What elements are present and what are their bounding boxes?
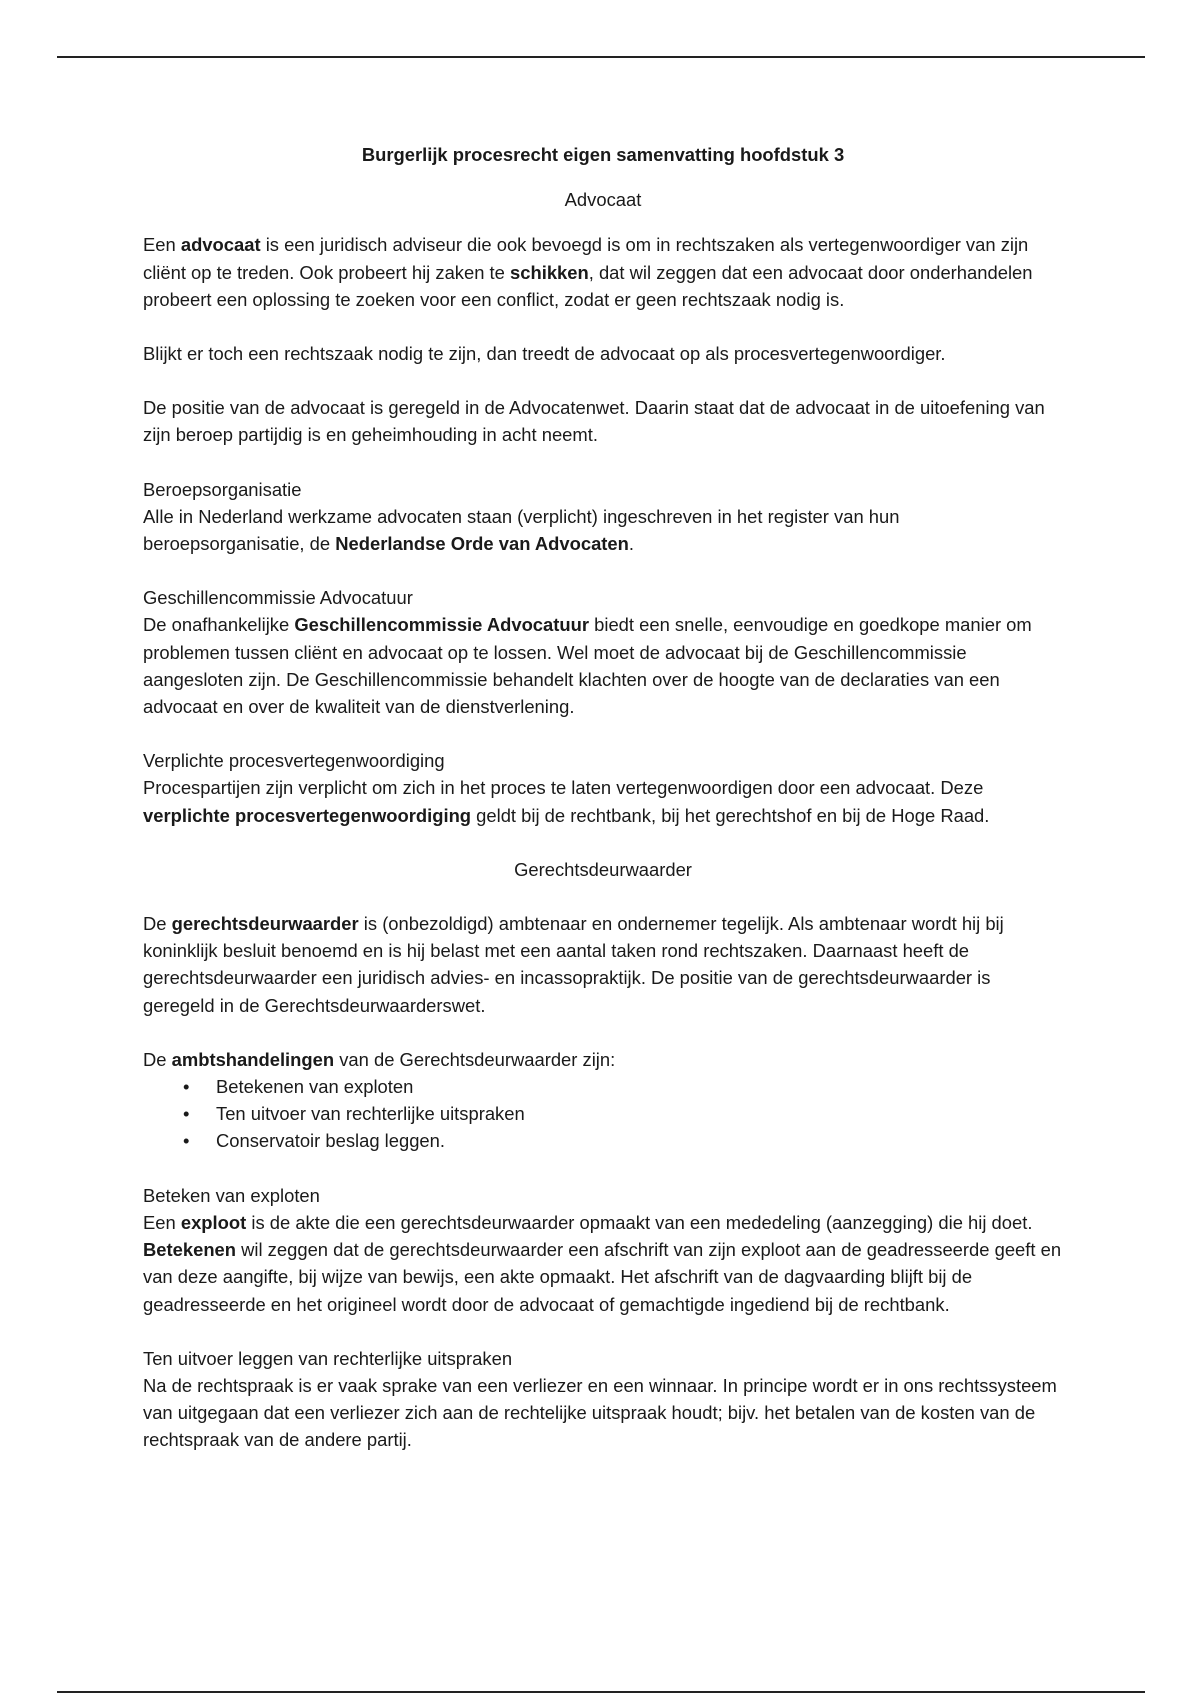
list-item: • Ten uitvoer van rechterlijke uitspraken: [143, 1100, 1063, 1127]
term-nova: Nederlandse Orde van Advocaten: [335, 533, 629, 555]
term-betekenen: Betekenen: [143, 1239, 237, 1261]
paragraph-verplichte-procesvertegenwoordiging: Procespartijen zijn verplicht om zich in het proces te laten vertegenwoordigen door een advocaat. Deze verplichte procesvertegenwoordiging geldt bij de rechtbank, bij het gerechtshof en bij de Hoge Raad.: [143, 777, 990, 826]
section-heading-gerechtsdeurwaarder: Gerechtsdeurwaarder: [514, 858, 692, 880]
section-heading-advocaat: Advocaat: [564, 189, 642, 211]
document-title: Burgerlijk procesrecht eigen samenvatting hoofdstuk 3: [361, 144, 845, 165]
ambtshandelingen-list: [143, 1073, 1063, 1155]
paragraph-advocaat-intro: Een advocaat is een juridisch adviseur die ook bevoegd is om in rechtszaken als vertegenwoordiger van zijn cliënt op te treden. Ook probeert hij zaken te schikken, dat wil zeggen dat een advocaat door onderhandelen probeert een oplossing te zoeken voor een conflict, zodat er geen rechtszaak nodig is.: [143, 234, 1033, 310]
paragraph-beteken-van-exploten: Een exploot is de akte die een gerechtsdeurwaarder opmaakt van een mededeling (aanzegging) die hij doet. Betekenen wil zeggen dat de gerechtsdeurwaarder een afschrift van zijn exploot aan de geadresseerde geeft en van deze aangifte, bij wijze van bewijs, een akte opmaakt. Het afschrift van de dagvaarding blijft bij de geadresseerde en het origineel wordt door de advocaat of gemachtigde ingediend bij de rechtbank.: [143, 1211, 1062, 1315]
term-schikken: schikken: [510, 261, 589, 283]
term-advocaat: advocaat: [180, 234, 261, 256]
subheading-beteken-van-exploten: Beteken van exploten: [143, 1184, 320, 1206]
subheading-ten-uitvoer-leggen: Ten uitvoer leggen van rechterlijke uitspraken: [143, 1347, 513, 1369]
top-rule: [57, 56, 1145, 58]
bullet-icon: •: [183, 1076, 190, 1098]
list-item: • Betekenen van exploten: [143, 1073, 1063, 1100]
term-verplichte-procesvertegenwoordiging: verplichte procesvertegenwoordiging: [143, 804, 472, 826]
subheading-geschillencommissie: Geschillencommissie Advocatuur: [143, 587, 413, 609]
term-exploot: exploot: [180, 1211, 247, 1233]
bottom-rule: [57, 1691, 1145, 1693]
subheading-verplichte-procesvertegenwoordiging: Verplichte procesvertegenwoordiging: [143, 750, 445, 772]
list-item: • Conservatoir beslag leggen.: [143, 1127, 1063, 1154]
paragraph-ten-uitvoer-leggen: Na de rechtspraak is er vaak sprake van een verliezer en een winnaar. In principe wordt er in ons rechtssysteem van uitgegaan dat een verliezer zich aan de rechtelijke uitspraak houdt; bijv. het betalen van de kosten van de rechtspraak van de andere partij.: [143, 1374, 1057, 1451]
paragraph-ambtshandelingen: De ambtshandelingen van de Gerechtsdeurwaarder zijn:: [143, 1048, 616, 1070]
paragraph-geschillencommissie: De onafhankelijke Geschillencommissie Advocatuur biedt een snelle, eenvoudige en goedkope manier om problemen tussen cliënt en advocaat op te lossen. Wel moet de advocaat bij de Geschillencommissie aangesloten zijn. De Geschillencommissie behandelt klachten over de hoogte van de declaraties van een advocaat en over de kwaliteit van de dienstverlening.: [143, 614, 1032, 718]
document-page: [143, 141, 1063, 1454]
subheading-beroepsorganisatie: Beroepsorganisatie: [143, 478, 302, 500]
paragraph-gerechtsdeurwaarder: De gerechtsdeurwaarder is (onbezoldigd) ambtenaar en ondernemer tegelijk. Als ambtenaar wordt hij bij koninklijk besluit benoemd en is hij belast met een aantal taken rond rechtszaken. Daarnaast heeft de gerechtsdeurwaarder een juridisch advies- en incassopraktijk. De positie van de gerechtsdeurwaarder is geregeld in de Gerechtsdeurwaarderswet.: [143, 913, 1004, 1016]
bullet-icon: •: [183, 1130, 190, 1152]
term-ambtshandelingen: ambtshandelingen: [171, 1048, 335, 1070]
bullet-icon: •: [183, 1103, 190, 1125]
paragraph-advocatenwet: De positie van de advocaat is geregeld in de Advocatenwet. Daarin staat dat de advocaat in de uitoefening van zijn beroep partijdig is en geheimhouding in acht neemt.: [143, 397, 1045, 446]
paragraph-beroepsorganisatie: Alle in Nederland werkzame advocaten staan (verplicht) ingeschreven in het register van hun beroepsorganisatie, de Nederlandse Orde van Advocaten.: [143, 505, 900, 555]
term-geschillencommissie: Geschillencommissie Advocatuur: [294, 614, 590, 636]
paragraph-rechtszaak: Blijkt er toch een rechtszaak nodig te zijn, dan treedt de advocaat op als procesvertegenwoordiger.: [143, 343, 946, 365]
term-gerechtsdeurwaarder: gerechtsdeurwaarder: [171, 913, 359, 935]
